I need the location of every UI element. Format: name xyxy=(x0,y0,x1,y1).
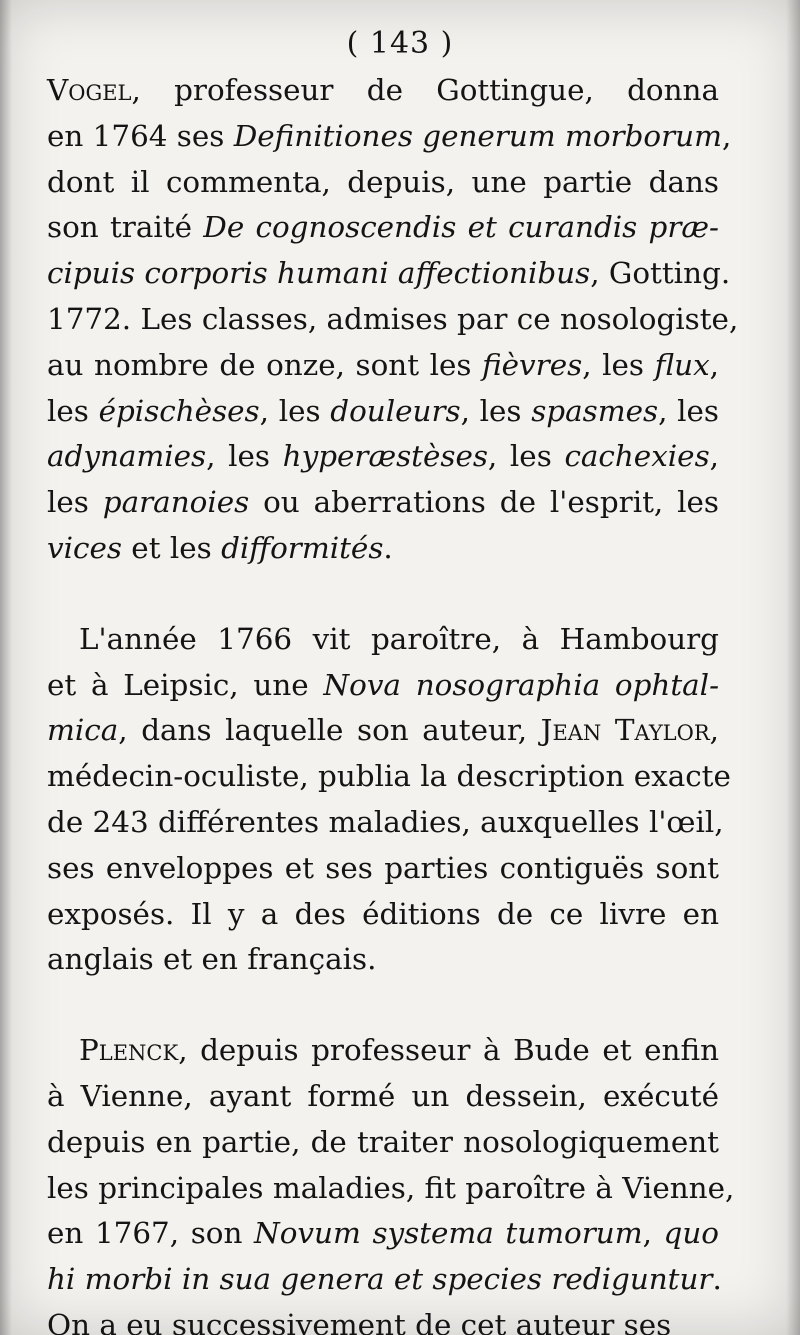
text-run: 1772. Les classes, admises par ce nosologiste, xyxy=(47,301,739,336)
text-line xyxy=(47,68,719,114)
text-line xyxy=(47,800,724,846)
text-line xyxy=(47,480,719,526)
text-run: anglais et en français. xyxy=(47,942,377,977)
text-line xyxy=(47,708,719,754)
text-run: On a eu successivement de cet auteur ses xyxy=(47,1307,672,1335)
italic-run: paranoies xyxy=(102,485,250,520)
text-run: , les xyxy=(658,393,720,428)
text-run: les principales maladies, fit paroître à Vienne, xyxy=(47,1170,735,1205)
text-run: , Gotting. xyxy=(590,256,731,291)
text-run: dont il commenta, depuis, une partie dans xyxy=(47,164,719,199)
page-number: ( 143 ) xyxy=(346,26,454,61)
text-run: , les xyxy=(487,439,565,474)
italic-run: flux xyxy=(654,347,710,382)
text-run: , xyxy=(709,713,720,748)
text-run: , xyxy=(721,118,732,153)
text-run: et à Leipsic, une xyxy=(47,667,324,702)
text-run: son traité xyxy=(47,210,204,245)
text-line xyxy=(47,434,719,480)
text-run: au nombre de onze, sont les xyxy=(47,347,483,382)
italic-run: adynamies xyxy=(47,439,207,474)
italic-run: hi morbi in sua genera et species rediguntur xyxy=(47,1262,713,1297)
text-run: , les xyxy=(460,393,532,428)
text-line xyxy=(47,1257,722,1303)
text-line xyxy=(47,846,719,892)
text-line xyxy=(47,1074,719,1120)
text-run: ses enveloppes et ses parties contiguës sont xyxy=(47,850,719,885)
italic-run: cachexies xyxy=(564,439,710,474)
italic-run: vices xyxy=(47,530,122,565)
text-run: médecin-oculiste, publia la description exacte xyxy=(47,759,731,794)
text-line xyxy=(47,251,731,297)
paragraph-gap xyxy=(47,983,719,1028)
smallcaps-run: Jean Taylor xyxy=(540,713,710,748)
text-line xyxy=(47,114,732,160)
text-line xyxy=(47,663,719,709)
text-run: en 1767, son xyxy=(47,1216,255,1251)
italic-run: fièvres xyxy=(482,347,583,382)
text-line xyxy=(47,892,719,938)
text-line xyxy=(47,526,719,572)
text-run: L'année 1766 vit paroître, à Hambourg xyxy=(79,621,719,656)
text-line xyxy=(47,205,719,251)
italic-run: difformités xyxy=(221,530,384,565)
text-run: ou aberrations de l'esprit, les xyxy=(249,485,720,520)
italic-run: De cognoscendis et curandis præ- xyxy=(203,210,719,245)
text-line xyxy=(47,1303,719,1335)
text-line xyxy=(47,389,719,435)
italic-run: cipuis corporis humani affectionibus xyxy=(47,256,591,291)
italic-run: spasmes xyxy=(531,393,659,428)
text-line xyxy=(47,754,731,800)
paragraph xyxy=(47,68,739,572)
text-line xyxy=(47,297,739,343)
text-line xyxy=(47,1120,719,1166)
italic-run: Nova nosographia ophtal- xyxy=(323,667,720,702)
italic-run: épischèses xyxy=(98,393,260,428)
text-line xyxy=(47,937,719,983)
text-line xyxy=(47,1166,735,1212)
text-run: . xyxy=(383,530,393,565)
text-run: , professeur de Gottingue, donna xyxy=(131,73,719,107)
text-run: , xyxy=(709,439,719,474)
italic-run: Novum systema tumorum xyxy=(254,1216,643,1251)
text-run: et les xyxy=(121,530,222,565)
text-run: , les xyxy=(582,347,655,382)
text-line xyxy=(47,617,719,663)
text-line xyxy=(47,343,719,389)
italic-run: mica xyxy=(47,713,119,748)
text-run: depuis en partie, de traiter nosologiquement xyxy=(47,1124,719,1159)
italic-run: hyperæstèses xyxy=(282,439,488,474)
italic-run: quo xyxy=(663,1216,719,1251)
text-run: , les xyxy=(259,393,331,428)
paragraph-gap xyxy=(47,572,719,617)
text-run: à Vienne, ayant formé un dessein, exécuté xyxy=(47,1078,719,1113)
text-line xyxy=(47,1028,719,1074)
text-run: . xyxy=(712,1262,722,1297)
smallcaps-run: Plenck xyxy=(79,1033,179,1068)
paragraph xyxy=(47,617,731,983)
smallcaps-run: Vogel xyxy=(47,73,132,107)
italic-run: douleurs xyxy=(330,393,461,428)
text-run: , xyxy=(709,347,720,382)
text-run: les xyxy=(47,393,99,428)
text-run: , xyxy=(642,1216,664,1251)
text-run: en 1764 ses xyxy=(47,118,234,153)
italic-run: Definitiones generum morborum xyxy=(233,118,722,153)
text-run: , depuis professeur à Bude et enfin xyxy=(178,1033,719,1068)
text-run: les xyxy=(47,485,103,520)
text-run: , dans laquelle son auteur, xyxy=(118,713,541,748)
paragraph xyxy=(47,1028,735,1335)
text-run: , les xyxy=(206,439,283,474)
body-text xyxy=(47,68,739,1335)
text-run: de 243 différentes maladies, auxquelles l'œil, xyxy=(47,804,724,839)
text-line xyxy=(47,160,719,206)
text-run: exposés. Il y a des éditions de ce livre en xyxy=(47,896,719,931)
text-line xyxy=(47,1211,719,1257)
